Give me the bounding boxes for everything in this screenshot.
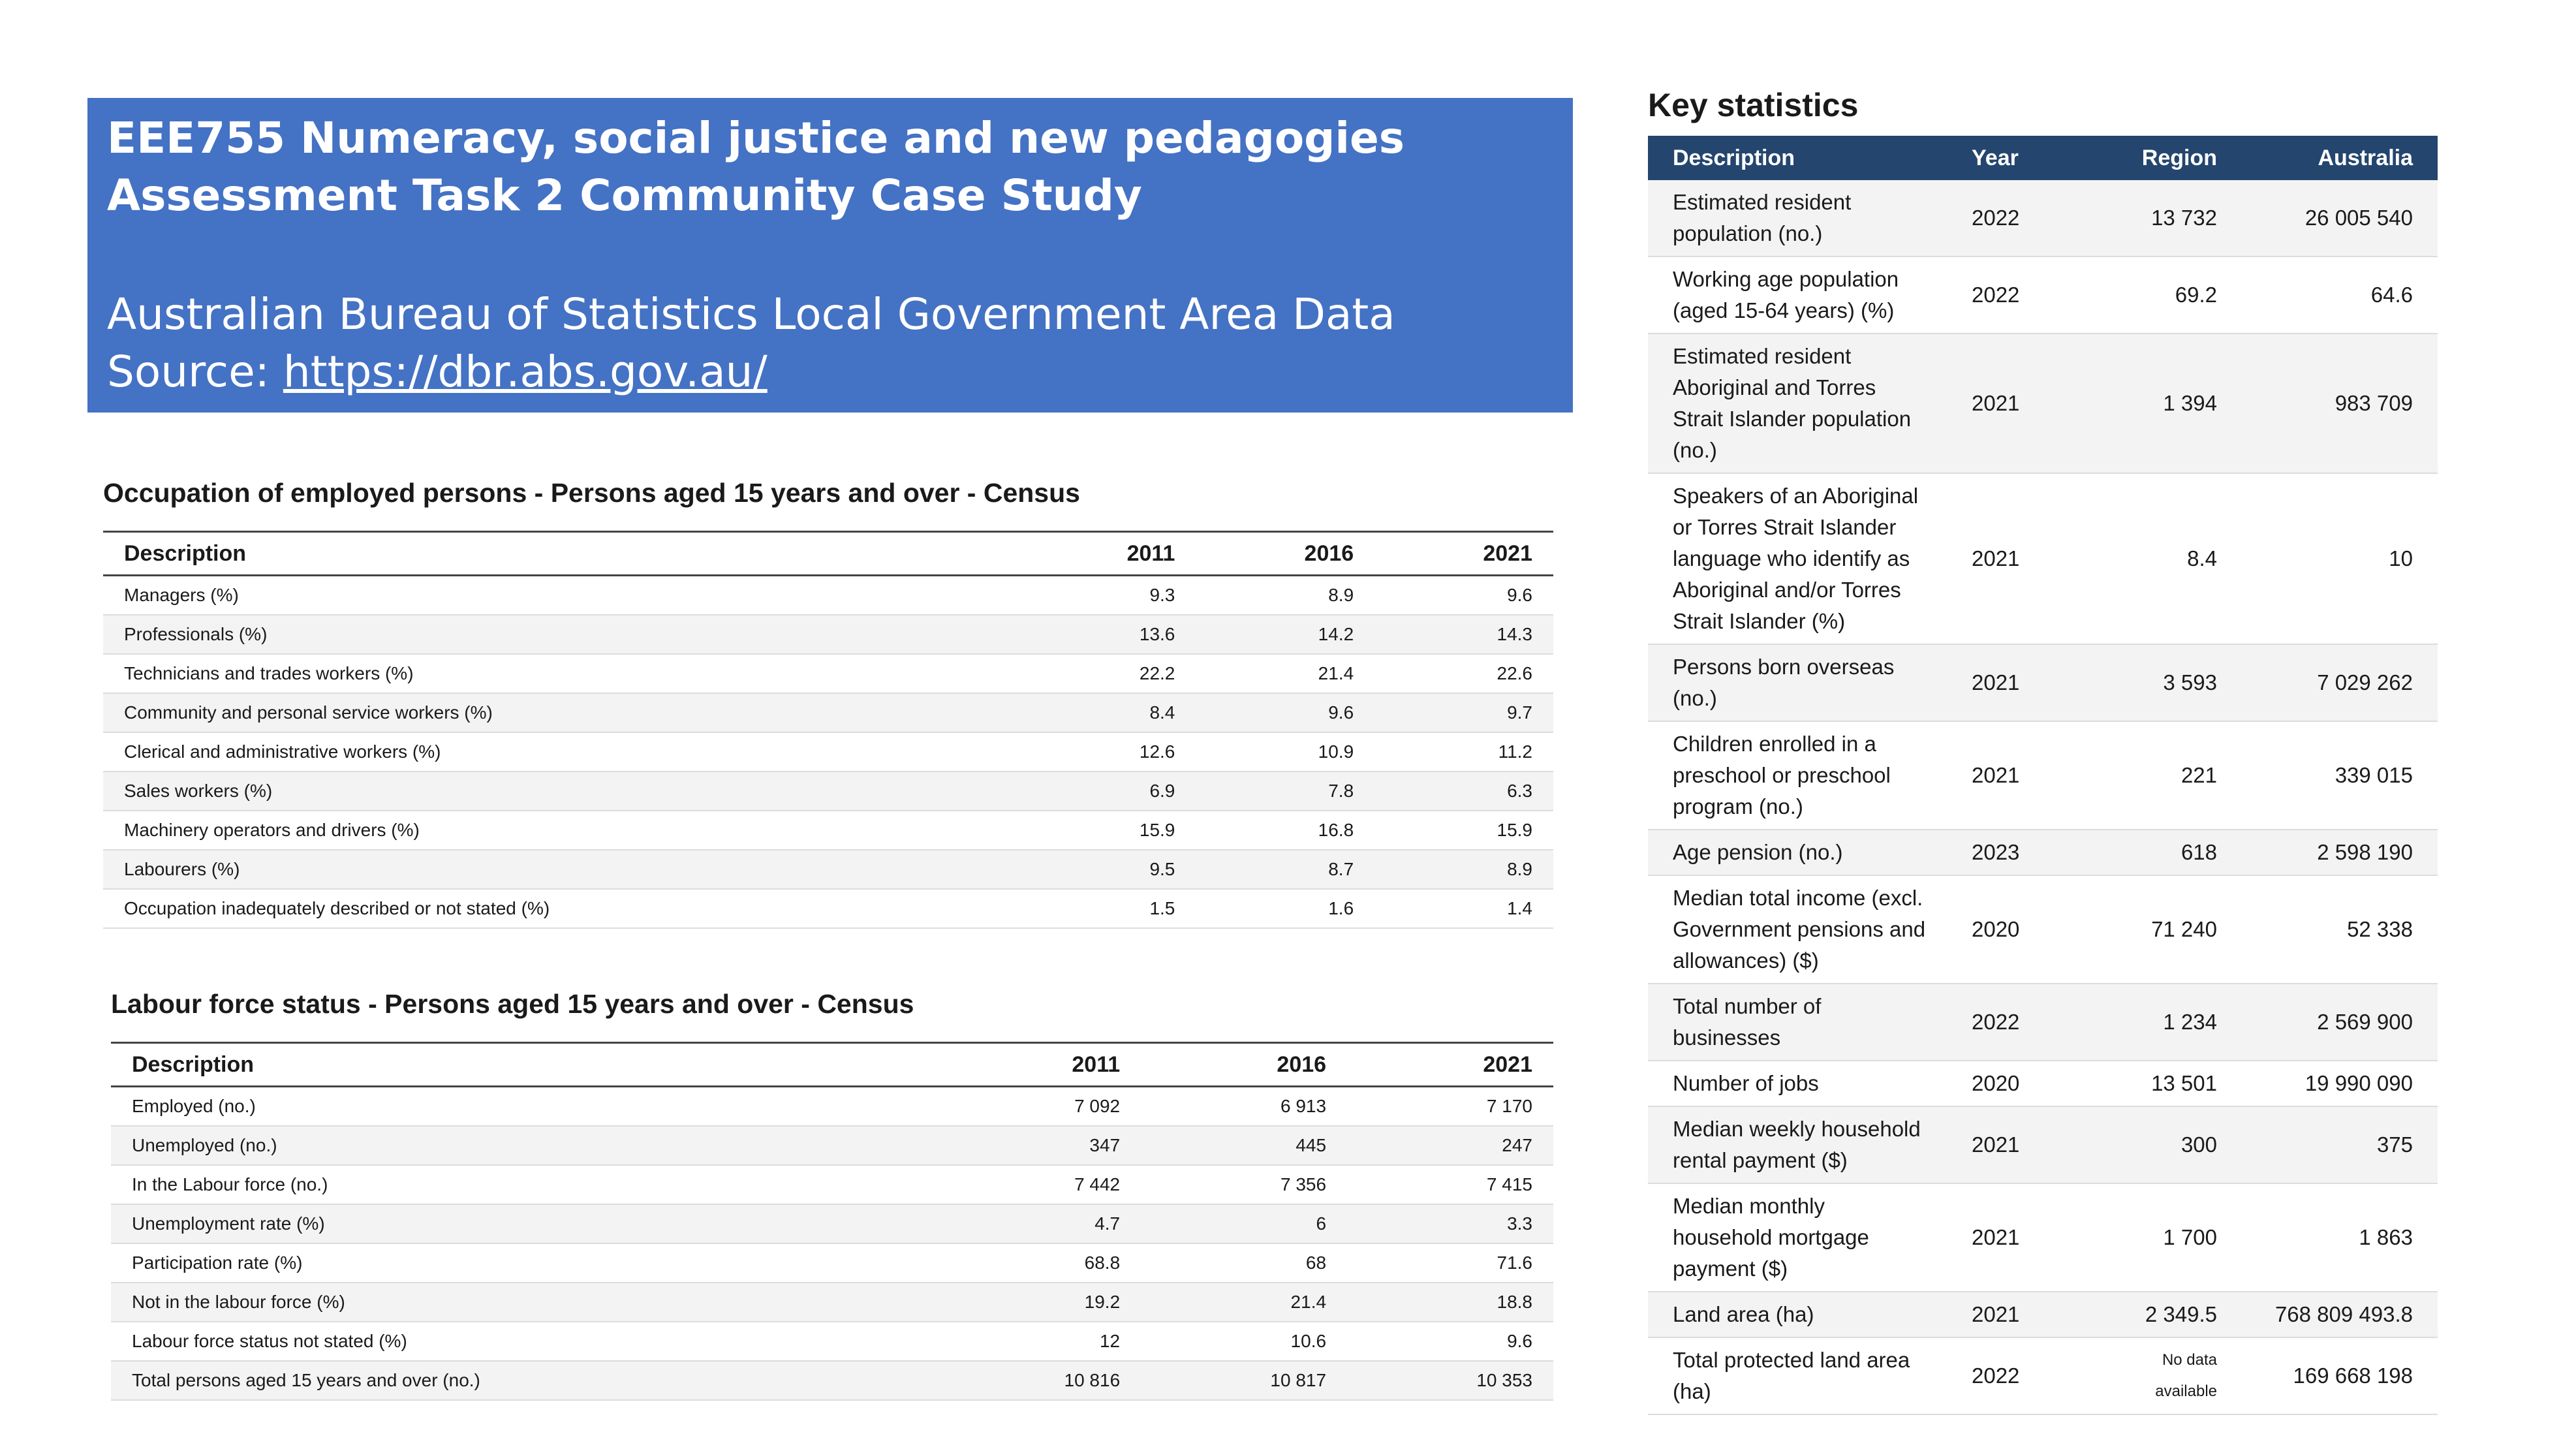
row-year: 2023 <box>1956 830 2080 875</box>
course-title: EEE755 Numeracy, social justice and new pedagogies <box>107 113 1405 163</box>
source-line <box>107 343 1553 401</box>
row-region-value: 1 234 <box>2080 984 2242 1061</box>
row-value: 71.6 <box>1347 1243 1553 1283</box>
table-row <box>103 811 1553 850</box>
row-description: Working age population (aged 15-64 years) (%) <box>1648 257 1956 334</box>
occupation-table <box>103 531 1553 929</box>
table-header-row <box>111 1043 1553 1087</box>
row-region-value: 300 <box>2080 1106 2242 1183</box>
row-description: Median weekly household rental payment ($) <box>1648 1106 1956 1183</box>
row-value: 4.7 <box>935 1204 1141 1243</box>
column-header-year: 2021 <box>1347 1043 1553 1087</box>
table-row <box>1648 473 2438 644</box>
row-value: 14.2 <box>1196 615 1374 654</box>
row-value: 6.3 <box>1374 771 1553 811</box>
row-year: 2021 <box>1956 1183 2080 1292</box>
row-description: Children enrolled in a preschool or preschool program (no.) <box>1648 721 1956 830</box>
row-region-value: 2 349.5 <box>2080 1292 2242 1337</box>
table-row <box>1648 830 2438 875</box>
row-value: 9.6 <box>1374 576 1553 615</box>
table-row <box>111 1243 1553 1283</box>
row-value: 18.8 <box>1347 1283 1553 1322</box>
row-value: 19.2 <box>935 1283 1141 1322</box>
row-year: 2022 <box>1956 984 2080 1061</box>
row-description: Sales workers (%) <box>103 771 1019 811</box>
row-value: 7 356 <box>1141 1165 1347 1204</box>
row-australia-value: 375 <box>2242 1106 2438 1183</box>
table-row <box>1648 1183 2438 1292</box>
row-value: 1.6 <box>1196 889 1374 928</box>
row-description: Estimated resident population (no.) <box>1648 180 1956 257</box>
row-value: 15.9 <box>1374 811 1553 850</box>
row-value: 7 092 <box>935 1087 1141 1127</box>
row-value: 10 816 <box>935 1361 1141 1400</box>
row-australia-value: 2 598 190 <box>2242 830 2438 875</box>
occupation-title: Occupation of employed persons - Persons aged 15 years and over - Census <box>103 478 1080 508</box>
table-row <box>1648 1106 2438 1183</box>
row-description: Median total income (excl. Government pensions and allowances) ($) <box>1648 875 1956 984</box>
table-row <box>111 1361 1553 1400</box>
row-description: Managers (%) <box>103 576 1019 615</box>
row-year: 2022 <box>1956 1337 2080 1414</box>
row-australia-value: 26 005 540 <box>2242 180 2438 257</box>
row-value: 8.9 <box>1196 576 1374 615</box>
row-description: Not in the labour force (%) <box>111 1283 935 1322</box>
key-statistics-table <box>1648 136 2438 1415</box>
row-description: Clerical and administrative workers (%) <box>103 732 1019 771</box>
row-description: Land area (ha) <box>1648 1292 1956 1337</box>
table-row <box>1648 1337 2438 1414</box>
row-description: Total persons aged 15 years and over (no.) <box>111 1361 935 1400</box>
row-value: 21.4 <box>1196 654 1374 693</box>
row-value: 10.9 <box>1196 732 1374 771</box>
row-region-value: 618 <box>2080 830 2242 875</box>
table-row <box>111 1126 1553 1165</box>
table-header-row <box>1648 136 2438 180</box>
row-value: 6.9 <box>1019 771 1196 811</box>
row-australia-value: 1 863 <box>2242 1183 2438 1292</box>
row-description: Median monthly household mortgage payment ($) <box>1648 1183 1956 1292</box>
row-value: 6 <box>1141 1204 1347 1243</box>
column-header-year: Year <box>1956 136 2080 180</box>
table-row <box>111 1204 1553 1243</box>
row-value: 9.6 <box>1196 693 1374 732</box>
row-region-value: 3 593 <box>2080 644 2242 721</box>
table-header-row <box>103 532 1553 576</box>
data-source-title: Australian Bureau of Statistics Local Government Area Data <box>107 289 1395 339</box>
row-description: Technicians and trades workers (%) <box>103 654 1019 693</box>
table-row <box>1648 721 2438 830</box>
column-header-description: Description <box>111 1043 935 1087</box>
row-australia-value: 339 015 <box>2242 721 2438 830</box>
row-year: 2021 <box>1956 1106 2080 1183</box>
table-row <box>1648 180 2438 257</box>
table-row <box>103 850 1553 889</box>
source-label: Source: <box>107 347 283 397</box>
row-value: 22.6 <box>1374 654 1553 693</box>
row-year: 2021 <box>1956 473 2080 644</box>
row-year: 2021 <box>1956 644 2080 721</box>
row-value: 68 <box>1141 1243 1347 1283</box>
table-row <box>1648 334 2438 473</box>
labour-force-table <box>111 1042 1553 1401</box>
row-description: Machinery operators and drivers (%) <box>103 811 1019 850</box>
row-australia-value: 52 338 <box>2242 875 2438 984</box>
row-value: 10 817 <box>1141 1361 1347 1400</box>
row-value: 16.8 <box>1196 811 1374 850</box>
table-row <box>103 771 1553 811</box>
row-australia-value: 169 668 198 <box>2242 1337 2438 1414</box>
row-description: Community and personal service workers (%) <box>103 693 1019 732</box>
row-year: 2021 <box>1956 721 2080 830</box>
row-region-value: 1 394 <box>2080 334 2242 473</box>
row-region-value: 8.4 <box>2080 473 2242 644</box>
labour-title: Labour force status - Persons aged 15 years and over - Census <box>111 989 914 1019</box>
column-header-year: 2016 <box>1141 1043 1347 1087</box>
table-row <box>1648 644 2438 721</box>
table-row <box>111 1322 1553 1361</box>
source-link[interactable]: https://dbr.abs.gov.au/ <box>283 347 768 397</box>
row-description: Unemployment rate (%) <box>111 1204 935 1243</box>
row-region-value: 69.2 <box>2080 257 2242 334</box>
row-value: 7.8 <box>1196 771 1374 811</box>
row-description: Unemployed (no.) <box>111 1126 935 1165</box>
row-australia-value: 64.6 <box>2242 257 2438 334</box>
column-header-australia: Australia <box>2242 136 2438 180</box>
row-value: 347 <box>935 1126 1141 1165</box>
row-description: In the Labour force (no.) <box>111 1165 935 1204</box>
table-row <box>111 1283 1553 1322</box>
table-row <box>1648 1292 2438 1337</box>
row-value: 10 353 <box>1347 1361 1553 1400</box>
row-value: 8.9 <box>1374 850 1553 889</box>
row-description: Participation rate (%) <box>111 1243 935 1283</box>
row-australia-value: 2 569 900 <box>2242 984 2438 1061</box>
row-description: Professionals (%) <box>103 615 1019 654</box>
table-row <box>103 693 1553 732</box>
table-row <box>1648 1061 2438 1106</box>
row-year: 2021 <box>1956 1292 2080 1337</box>
row-region-value: 221 <box>2080 721 2242 830</box>
row-description: Employed (no.) <box>111 1087 935 1127</box>
row-value: 12.6 <box>1019 732 1196 771</box>
row-value: 9.5 <box>1019 850 1196 889</box>
row-value: 1.5 <box>1019 889 1196 928</box>
row-year: 2020 <box>1956 875 2080 984</box>
table-row <box>103 615 1553 654</box>
row-value: 6 913 <box>1141 1087 1347 1127</box>
row-value: 247 <box>1347 1126 1553 1165</box>
column-header-description: Description <box>103 532 1019 576</box>
column-header-year: 2021 <box>1374 532 1553 576</box>
table-row <box>111 1087 1553 1127</box>
row-value: 9.3 <box>1019 576 1196 615</box>
row-description: Total number of businesses <box>1648 984 1956 1061</box>
row-value: 10.6 <box>1141 1322 1347 1361</box>
table-row <box>103 889 1553 928</box>
row-value: 7 442 <box>935 1165 1141 1204</box>
row-year: 2022 <box>1956 257 2080 334</box>
row-description: Age pension (no.) <box>1648 830 1956 875</box>
row-value: 445 <box>1141 1126 1347 1165</box>
row-value: 9.6 <box>1347 1322 1553 1361</box>
row-region-value: 1 700 <box>2080 1183 2242 1292</box>
row-description: Occupation inadequately described or not stated (%) <box>103 889 1019 928</box>
row-value: 7 415 <box>1347 1165 1553 1204</box>
row-value: 12 <box>935 1322 1141 1361</box>
table-row <box>1648 984 2438 1061</box>
row-value: 11.2 <box>1374 732 1553 771</box>
row-australia-value: 983 709 <box>2242 334 2438 473</box>
row-australia-value: 7 029 262 <box>2242 644 2438 721</box>
row-value: 8.4 <box>1019 693 1196 732</box>
table-row <box>103 732 1553 771</box>
row-description: Estimated resident Aboriginal and Torres Strait Islander population (no.) <box>1648 334 1956 473</box>
key-statistics-title: Key statistics <box>1648 87 1859 123</box>
row-year: 2022 <box>1956 180 2080 257</box>
column-header-description: Description <box>1648 136 1956 180</box>
assessment-title: Assessment Task 2 Community Case Study <box>107 170 1142 221</box>
row-region-value: 71 240 <box>2080 875 2242 984</box>
row-region-value: No data available <box>2080 1337 2242 1414</box>
row-description: Total protected land area (ha) <box>1648 1337 1956 1414</box>
table-row <box>1648 257 2438 334</box>
row-value: 8.7 <box>1196 850 1374 889</box>
row-australia-value: 10 <box>2242 473 2438 644</box>
row-value: 7 170 <box>1347 1087 1553 1127</box>
column-header-year: 2011 <box>935 1043 1141 1087</box>
row-australia-value: 19 990 090 <box>2242 1061 2438 1106</box>
table-row <box>103 576 1553 615</box>
row-description: Labourers (%) <box>103 850 1019 889</box>
title-banner <box>87 98 1573 413</box>
row-value: 3.3 <box>1347 1204 1553 1243</box>
table-row <box>103 654 1553 693</box>
column-header-year: 2011 <box>1019 532 1196 576</box>
row-description: Persons born overseas (no.) <box>1648 644 1956 721</box>
row-value: 9.7 <box>1374 693 1553 732</box>
row-year: 2020 <box>1956 1061 2080 1106</box>
row-value: 1.4 <box>1374 889 1553 928</box>
row-description: Speakers of an Aboriginal or Torres Strait Islander language who identify as Aboriginal and/or Torres Strait Islander (%) <box>1648 473 1956 644</box>
table-row <box>1648 875 2438 984</box>
row-value: 21.4 <box>1141 1283 1347 1322</box>
row-value: 68.8 <box>935 1243 1141 1283</box>
column-header-region: Region <box>2080 136 2242 180</box>
row-australia-value: 768 809 493.8 <box>2242 1292 2438 1337</box>
row-value: 22.2 <box>1019 654 1196 693</box>
row-description: Labour force status not stated (%) <box>111 1322 935 1361</box>
row-year: 2021 <box>1956 334 2080 473</box>
row-region-value: 13 732 <box>2080 180 2242 257</box>
column-header-year: 2016 <box>1196 532 1374 576</box>
table-row <box>111 1165 1553 1204</box>
row-value: 13.6 <box>1019 615 1196 654</box>
row-value: 15.9 <box>1019 811 1196 850</box>
row-value: 14.3 <box>1374 615 1553 654</box>
row-region-value: 13 501 <box>2080 1061 2242 1106</box>
row-description: Number of jobs <box>1648 1061 1956 1106</box>
